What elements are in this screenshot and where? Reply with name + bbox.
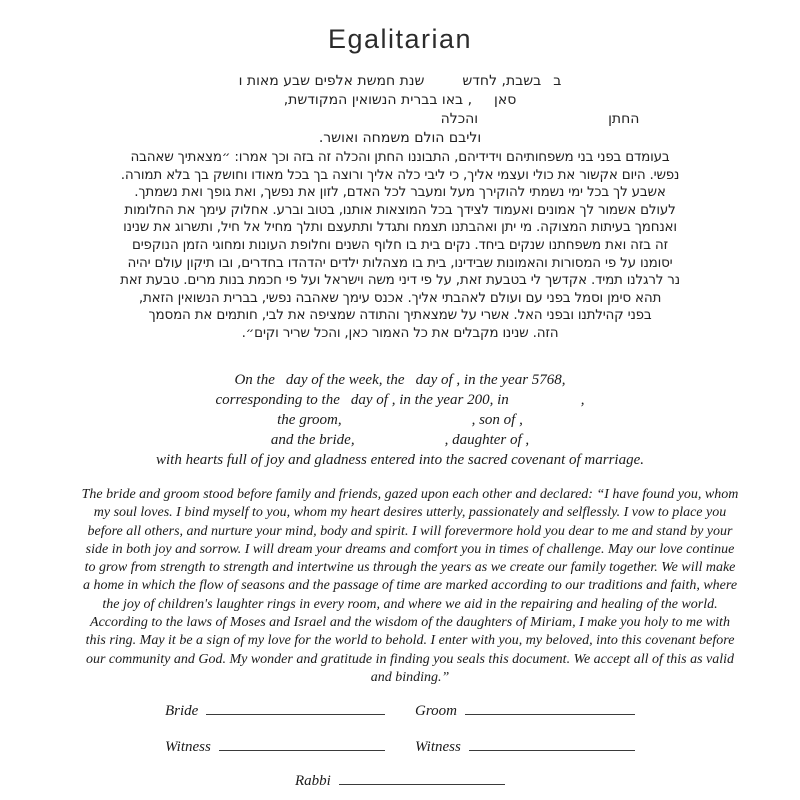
hebrew-paragraph-line: לעולם אשמור לך אמונים ואעמוד לצידך בכל המוצאות אותנו, בטוב וברע. אחלוק עימך את החלומות [124, 201, 676, 218]
bride-intro-text: and the bride, [270, 432, 355, 448]
blank-weekday [275, 383, 286, 384]
bride-signature-cell [165, 700, 385, 720]
date-text: day of , in the year 5768, [415, 372, 566, 388]
hebrew-paragraph-line: הזה. שנינו מקבלים את כל האמור כאן, והכל שריר וקים״. [241, 324, 559, 341]
hebrew-bride-label: והכלה [440, 111, 479, 127]
blank-bride-name [321, 122, 441, 123]
blank-location [509, 403, 581, 404]
covenant-sentence: with hearts full of joy and gladness entered into the sacred covenant of marriage. [156, 452, 644, 468]
hebrew-city-prefix: סאן [494, 92, 517, 108]
blank-groom-name-english [342, 423, 472, 424]
date-line-3 [277, 410, 523, 430]
hebrew-paragraph-line: זה בזה ואת משפחתנו שנקים ביחד. נקים בית בו חלוף השנים וחלופת העונות ומחוגי הזמן הנוקפים [131, 236, 669, 253]
hebrew-header-line-4 [319, 129, 481, 148]
hebrew-paragraph-line: נר לרגלנו תמיד. אקדשך לי בטבעת זאת, על פי דיני משה וישראל ועל פי חכמת בנות מרים. טבעת זאת [120, 272, 680, 289]
blank-bride-name-english [355, 443, 445, 444]
signature-row-1 [165, 700, 635, 720]
rabbi-signature-label: Rabbi [295, 773, 331, 789]
hebrew-header-line-1 [239, 72, 562, 91]
date-text: On the [234, 372, 275, 388]
hebrew-day-prefix: ב [553, 73, 562, 89]
hebrew-header-line-3 [321, 110, 640, 129]
blank-city-name [472, 103, 494, 104]
rabbi-signature-line [339, 770, 505, 785]
date-text: , [580, 392, 585, 408]
witness1-signature-cell [165, 736, 385, 756]
english-date-section [0, 370, 800, 470]
witness1-signature-label: Witness [165, 739, 211, 755]
hebrew-paragraph-line: יסומנו על פי המסורות והאמונות שבידינו, בית בו מצהלות ילדים יהדהדו בחדרים, ובו תיקון עולם יהיה [127, 254, 673, 271]
date-line-1 [234, 370, 565, 390]
date-text: corresponding to the [215, 392, 340, 408]
hebrew-paragraph-line: נפשי. היום אקשור את כולי ועצמי אליך, כי ליבי כלה אליך ורוצה בך בכל מאודו וחושק בך בלא תמורה. [120, 166, 680, 183]
groom-signature-line [465, 700, 635, 715]
groom-signature-label: Groom [415, 703, 457, 719]
hebrew-hearts-text: וליבם הולם משמחה ואושר. [318, 130, 482, 146]
witness2-signature-cell [415, 736, 635, 756]
hebrew-paragraph-line: תהא סימן וסמל בפני עם ועולם לאהבתי אליך. אכנס עימך שאהבה נפשי, בברית הנשואין הזאת, [138, 289, 662, 306]
date-text: day of the week, the [285, 372, 405, 388]
hebrew-paragraph-line: בעומדם בפני בני משפחותיהם וידידיהם, התבוננו החתן והכלה זה בזה וכך אמרו: ״מצאתיך שאהבה [130, 149, 670, 165]
rabbi-signature-cell [295, 770, 505, 790]
hebrew-header [0, 72, 800, 148]
date-line-5 [156, 450, 644, 470]
blank-day [405, 383, 416, 384]
hebrew-paragraph [55, 149, 745, 343]
blank-civil-day [340, 403, 351, 404]
hebrew-year: שנת חמשת אלפים שבע מאות ו [238, 73, 425, 89]
bride-signature-line [206, 700, 385, 715]
bride-signature-label: Bride [165, 703, 199, 719]
hebrew-paragraph-line: אשבע לך בכל ימי נשמתי להוקירך מעל ומעבר לכל האדם, לזון את נפשך, ואת גופך ואת נשמתך. [134, 184, 666, 201]
page-title: Egalitarian [327, 24, 473, 54]
groom-parent-text: , son of , [471, 412, 523, 428]
hebrew-paragraph-line: בפני קהילתנו ובפני האל. אשרי על שמצאתיך והתודה שמציפה את לבי, חותמים את המסמך [148, 307, 652, 324]
groom-intro-text: the groom, [277, 412, 342, 428]
date-text: day of , in the year 200, in [350, 392, 509, 408]
date-line-4 [271, 430, 529, 450]
signature-row-rabbi [295, 770, 505, 790]
date-line-2 [215, 390, 584, 410]
declaration-paragraph: The bride and groom stood before family and friends, gazed upon each other and declared: “I have found you, whom my soul loves. I bind myself to you, whom my heart desires utterly, passionately and selflessly. I vow to place you before all others, and nurture your mind, body and spirit. I will forevermore hold you dear to me and stand by your side in both joy and sorrow. I will dream your dreams and comfort you in times of challenge. May our love continue to grow from strength to strength and intertwine us through the years as we create our family together. We will make a home in which the flow of seasons and the passage of time are marked according to our traditions and faith, where the joy of children's laughter rings in every room, and where we aid in the repairing and healing of the world. According to the laws of Moses and Israel and the wisdom of the daughters of Miriam, I make you holy to me with this ring. May it be a sign of my love for the world to behold. I enter with you, my beloved, into this covenant before our community and God. My wonder and gratitude in finding you seals this document. We accept all of this as valid and binding.” [81, 487, 739, 685]
witness2-signature-label: Witness [415, 739, 461, 755]
blank-month-name [424, 84, 462, 85]
bride-parent-text: , daughter of , [444, 432, 530, 448]
witness1-signature-line [219, 736, 385, 751]
hebrew-paragraph-line: ואנחמך בעיתות המצוקה. מי יתן ואהבתנו תצמח ותגדל ותתעצם ותלך מחיל אל חיל, ותשרוג את שנינו [123, 219, 677, 236]
hebrew-week-month: בשבת, לחדש [462, 73, 542, 89]
hebrew-covenant-text: , באו בברית הנשואין המקודשת, [283, 92, 473, 108]
witness2-signature-line [469, 736, 635, 751]
hebrew-header-line-2 [284, 91, 517, 110]
groom-signature-cell [415, 700, 635, 720]
hebrew-groom-label: החתן [608, 111, 640, 127]
blank-groom-name [478, 122, 608, 123]
blank-day-number [541, 84, 553, 85]
signature-row-2 [165, 736, 635, 756]
